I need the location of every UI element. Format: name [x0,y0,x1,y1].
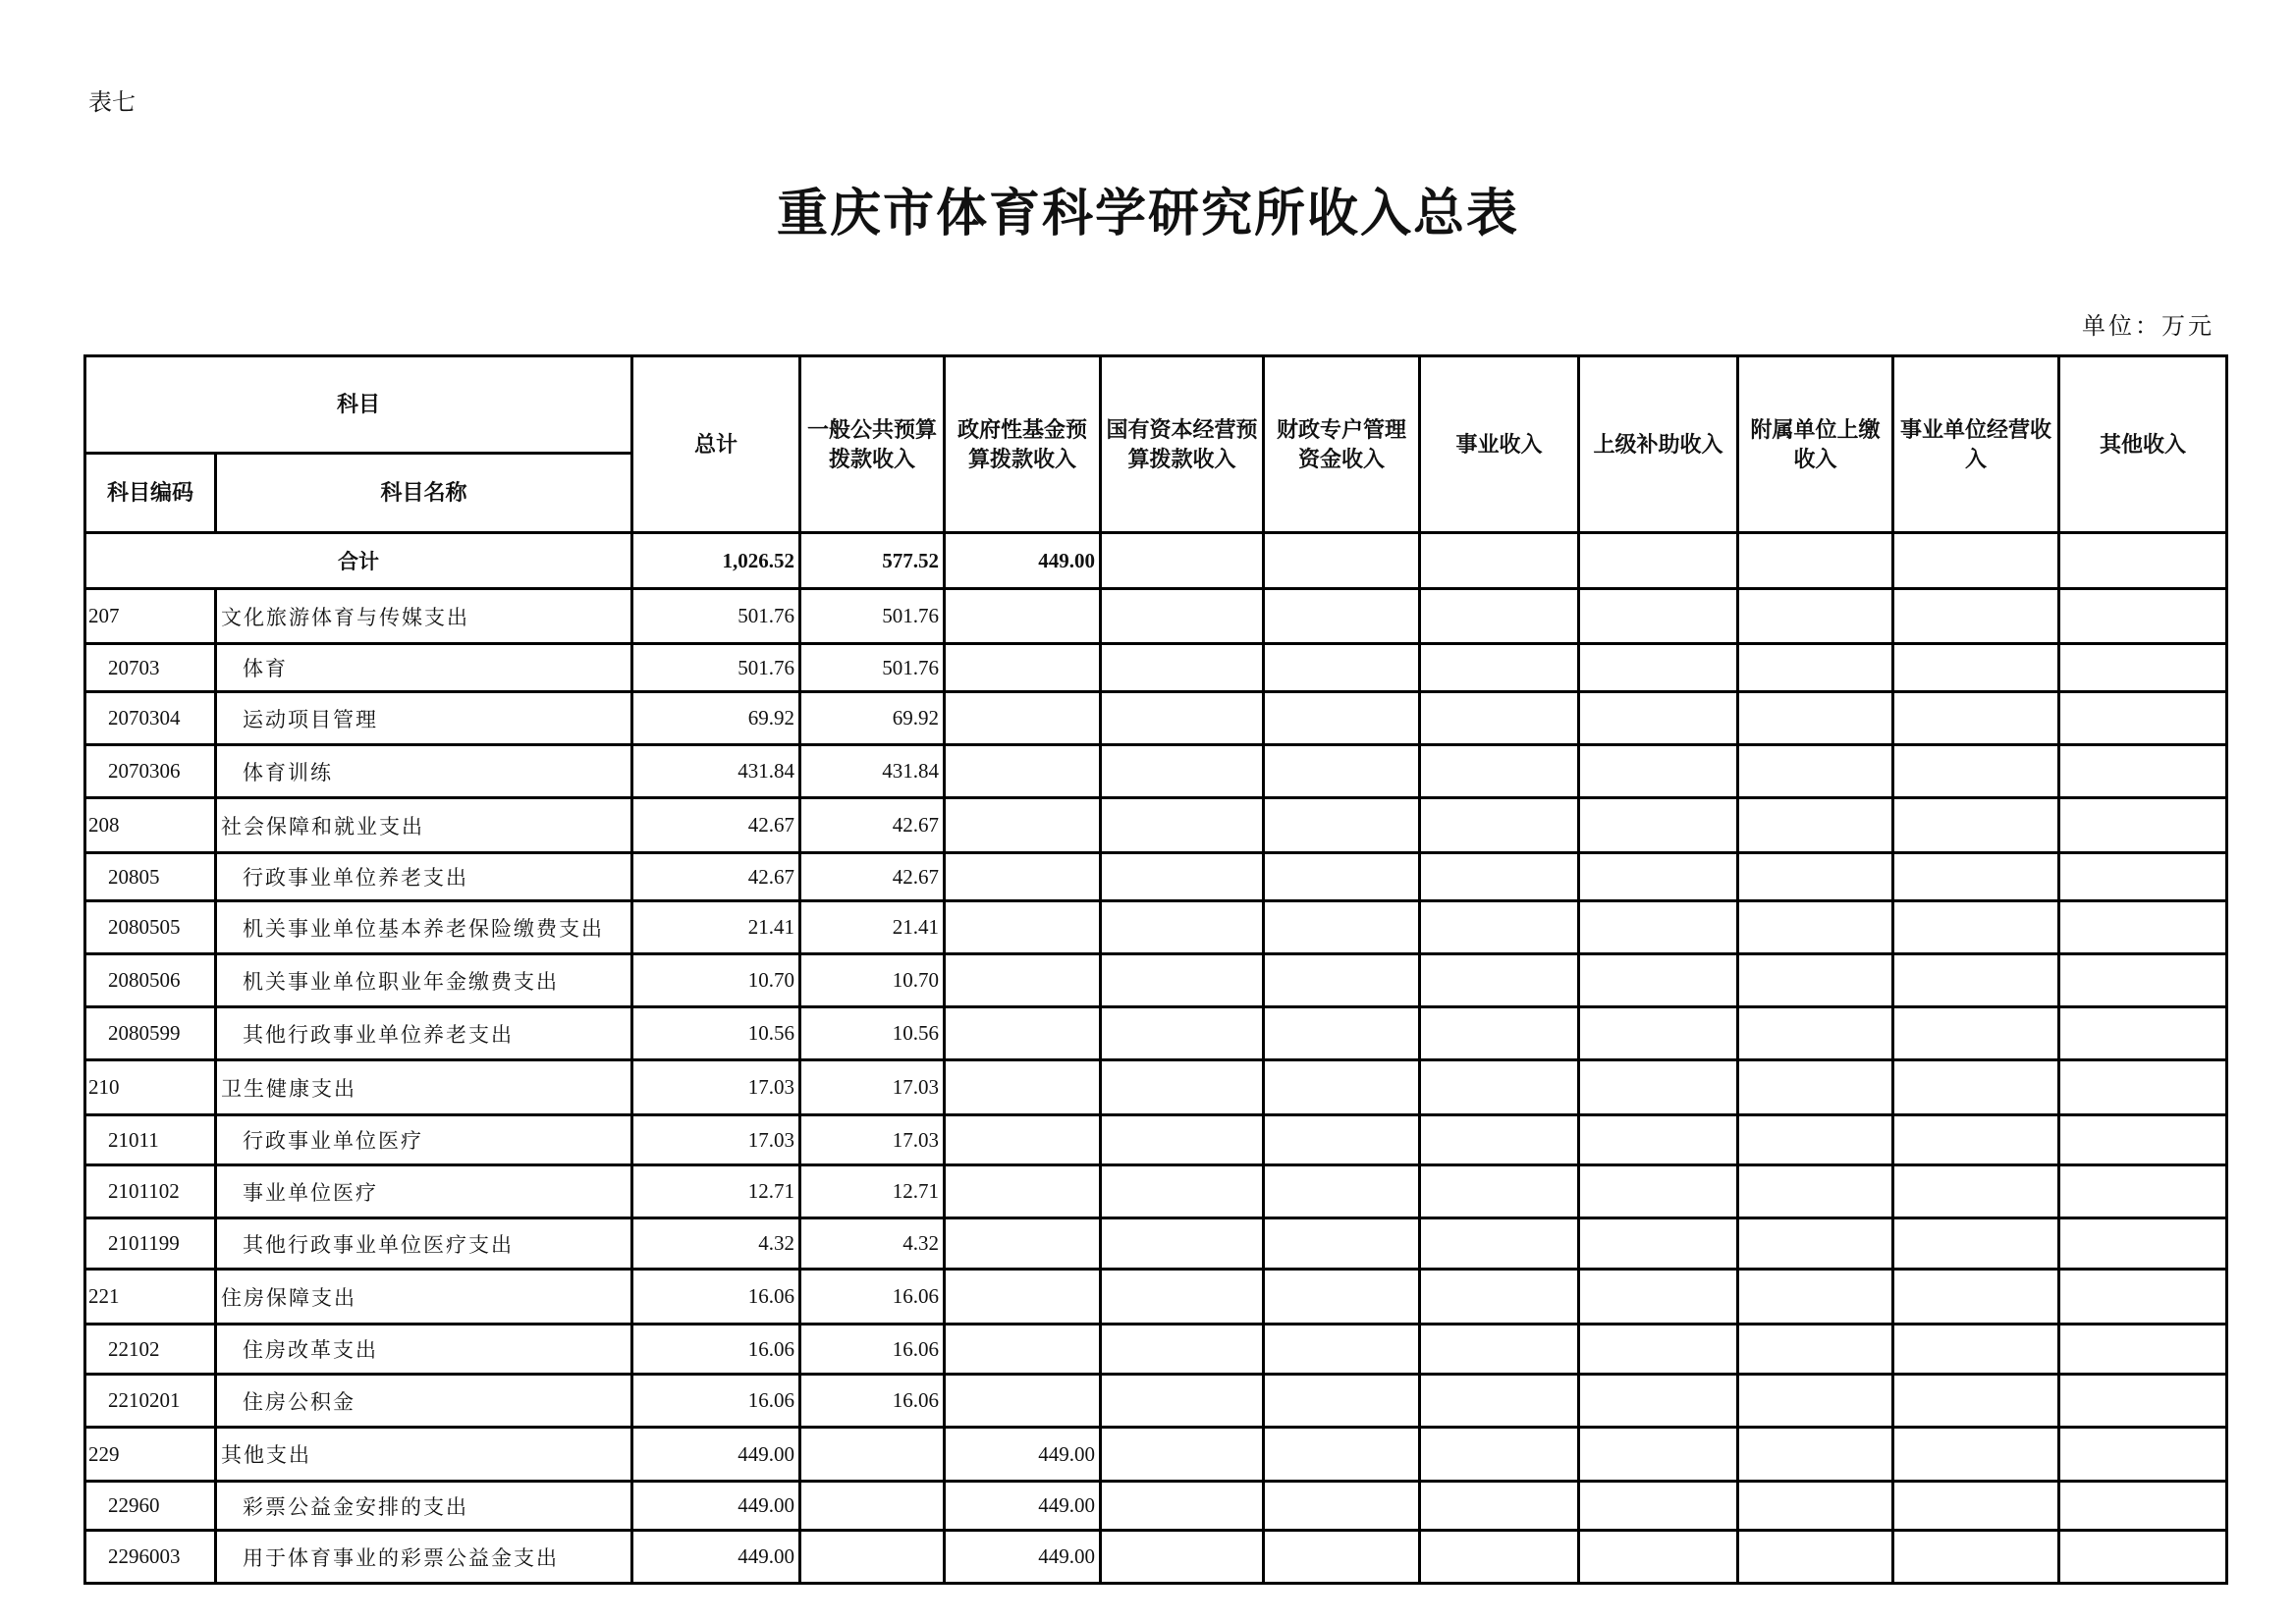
amount-cell [1264,1482,1420,1531]
subject-code: 210 [85,1060,216,1115]
subject-name: 机关事业单位基本养老保险缴费支出 [216,901,632,954]
amount-cell: 501.76 [632,589,800,644]
amount-cell [1738,1428,1893,1482]
amount-cell [2059,1428,2227,1482]
header-col: 附属单位上缴收入 [1738,356,1893,533]
amount-cell [1893,1270,2059,1325]
amount-cell [1420,1428,1579,1482]
subject-code: 2210201 [85,1375,216,1428]
amount-cell [2059,1060,2227,1115]
table-row [85,1531,2227,1584]
header-col: 财政专户管理资金收入 [1264,356,1420,533]
subject-name: 住房保障支出 [216,1270,632,1325]
amount-cell [1579,853,1738,901]
amount-cell: 10.56 [800,1007,945,1060]
subject-code: 2070306 [85,745,216,798]
amount-cell: 16.06 [632,1325,800,1375]
amount-cell [1101,1218,1264,1270]
total-value [2059,533,2227,589]
amount-cell [1738,901,1893,954]
amount-cell [1101,1007,1264,1060]
amount-cell [1738,644,1893,692]
amount-cell [1579,1218,1738,1270]
amount-cell [2059,1375,2227,1428]
subject-code: 2080505 [85,901,216,954]
amount-cell [1738,1165,1893,1218]
amount-cell [1738,1007,1893,1060]
amount-cell: 69.92 [632,692,800,745]
amount-cell [1264,1270,1420,1325]
page-title: 重庆市体育科学研究所收入总表 [776,187,1519,243]
amount-cell [800,1428,945,1482]
amount-cell [2059,644,2227,692]
amount-cell [2059,1218,2227,1270]
amount-cell [1893,954,2059,1007]
subject-name: 文化旅游体育与传媒支出 [216,589,632,644]
amount-cell: 449.00 [945,1428,1101,1482]
amount-cell [1420,1325,1579,1375]
amount-cell [1420,692,1579,745]
amount-cell [2059,692,2227,745]
amount-cell [1738,1531,1893,1584]
subject-code: 2101199 [85,1218,216,1270]
subject-code: 2296003 [85,1531,216,1584]
amount-cell: 42.67 [800,798,945,853]
amount-cell [945,1218,1101,1270]
header-subject: 科目 [85,356,632,454]
total-value: 1,026.52 [632,533,800,589]
subject-name: 事业单位医疗 [216,1165,632,1218]
amount-cell [1101,1375,1264,1428]
amount-cell [1420,1007,1579,1060]
amount-cell [1738,1482,1893,1531]
amount-cell: 21.41 [632,901,800,954]
total-value: 449.00 [945,533,1101,589]
amount-cell [1264,1115,1420,1165]
amount-cell [1738,1218,1893,1270]
subject-name: 卫生健康支出 [216,1060,632,1115]
header-code: 科目编码 [85,454,216,533]
amount-cell [1420,1531,1579,1584]
amount-cell: 12.71 [800,1165,945,1218]
subject-code: 22102 [85,1325,216,1375]
amount-cell [945,1375,1101,1428]
subject-name: 其他行政事业单位医疗支出 [216,1218,632,1270]
subject-name: 行政事业单位医疗 [216,1115,632,1165]
amount-cell [1420,1165,1579,1218]
amount-cell [1101,798,1264,853]
amount-cell [1579,1165,1738,1218]
subject-code: 20703 [85,644,216,692]
subject-name: 体育训练 [216,745,632,798]
amount-cell [1579,1375,1738,1428]
amount-cell: 21.41 [800,901,945,954]
total-value [1420,533,1579,589]
amount-cell [1101,1270,1264,1325]
amount-cell [1264,745,1420,798]
header-row [85,356,2227,454]
amount-cell [1893,1165,2059,1218]
amount-cell [1420,589,1579,644]
header-col: 事业收入 [1420,356,1579,533]
amount-cell: 69.92 [800,692,945,745]
table-row [85,745,2227,798]
amount-cell [2059,745,2227,798]
table-row [85,1060,2227,1115]
amount-cell [1420,1060,1579,1115]
amount-cell [1264,1325,1420,1375]
amount-cell [1893,1375,2059,1428]
amount-cell [1420,901,1579,954]
amount-cell [2059,853,2227,901]
amount-cell [1420,1115,1579,1165]
amount-cell: 10.56 [632,1007,800,1060]
amount-cell: 42.67 [632,798,800,853]
amount-cell [1101,1531,1264,1584]
amount-cell [2059,901,2227,954]
total-value [1738,533,1893,589]
amount-cell [1893,901,2059,954]
table-row [85,1007,2227,1060]
total-label: 合计 [85,533,632,589]
amount-cell [2059,1270,2227,1325]
amount-cell [945,798,1101,853]
table-row [85,1482,2227,1531]
amount-cell [1264,1375,1420,1428]
header-col: 总计 [632,356,800,533]
amount-cell: 431.84 [800,745,945,798]
amount-cell [1893,1115,2059,1165]
amount-cell [2059,1482,2227,1531]
amount-cell [1420,853,1579,901]
amount-cell: 17.03 [632,1115,800,1165]
subject-code: 207 [85,589,216,644]
amount-cell [1264,644,1420,692]
amount-cell [945,644,1101,692]
amount-cell: 449.00 [632,1531,800,1584]
subject-name: 行政事业单位养老支出 [216,853,632,901]
subject-code: 2080506 [85,954,216,1007]
header-col: 其他收入 [2059,356,2227,533]
amount-cell [1420,1218,1579,1270]
header-col: 政府性基金预算拨款收入 [945,356,1101,533]
table-row [85,692,2227,745]
table-row [85,1270,2227,1325]
amount-cell [1893,853,2059,901]
amount-cell [945,1325,1101,1375]
header-col: 国有资本经营预算拨款收入 [1101,356,1264,533]
subject-code: 20805 [85,853,216,901]
amount-cell: 449.00 [945,1531,1101,1584]
subject-code: 2101102 [85,1165,216,1218]
header-col: 事业单位经营收入 [1893,356,2059,533]
amount-cell [1738,1270,1893,1325]
amount-cell [1420,745,1579,798]
amount-cell [1101,853,1264,901]
amount-cell [1738,1115,1893,1165]
amount-cell [1579,1482,1738,1531]
amount-cell [1579,692,1738,745]
amount-cell [1579,1007,1738,1060]
subject-name: 机关事业单位职业年金缴费支出 [216,954,632,1007]
amount-cell: 449.00 [632,1482,800,1531]
amount-cell: 12.71 [632,1165,800,1218]
amount-cell [1738,745,1893,798]
total-row [85,533,2227,589]
amount-cell [1738,798,1893,853]
amount-cell [1101,1115,1264,1165]
amount-cell [1420,954,1579,1007]
amount-cell [1893,1325,2059,1375]
amount-cell: 501.76 [800,644,945,692]
amount-cell [2059,1165,2227,1218]
amount-cell [1264,901,1420,954]
amount-cell [800,1531,945,1584]
income-summary-table [83,354,2228,1585]
amount-cell [1101,901,1264,954]
amount-cell [1101,1482,1264,1531]
amount-cell [2059,1115,2227,1165]
amount-cell [1893,644,2059,692]
amount-cell [1101,692,1264,745]
amount-cell [1893,1007,2059,1060]
amount-cell: 449.00 [945,1482,1101,1531]
amount-cell: 42.67 [800,853,945,901]
amount-cell [1420,1375,1579,1428]
table-row [85,589,2227,644]
subject-code: 21011 [85,1115,216,1165]
amount-cell [1738,692,1893,745]
amount-cell [945,901,1101,954]
amount-cell: 17.03 [800,1060,945,1115]
table-label: 表七 [88,90,136,116]
amount-cell [945,853,1101,901]
amount-cell [1264,798,1420,853]
amount-cell [945,692,1101,745]
amount-cell [1101,1165,1264,1218]
amount-cell [1738,853,1893,901]
amount-cell [1579,798,1738,853]
amount-cell: 16.06 [800,1325,945,1375]
amount-cell [1264,589,1420,644]
amount-cell [1738,589,1893,644]
amount-cell [1101,1060,1264,1115]
amount-cell [2059,798,2227,853]
amount-cell [1579,1531,1738,1584]
amount-cell [2059,589,2227,644]
amount-cell [1893,692,2059,745]
amount-cell [800,1482,945,1531]
subject-code: 208 [85,798,216,853]
amount-cell: 4.32 [632,1218,800,1270]
subject-name: 住房公积金 [216,1375,632,1428]
table-row [85,644,2227,692]
amount-cell: 17.03 [632,1060,800,1115]
amount-cell [1101,745,1264,798]
amount-cell [1579,644,1738,692]
table-row [85,1218,2227,1270]
amount-cell [1579,589,1738,644]
amount-cell [1738,1375,1893,1428]
subject-code: 22960 [85,1482,216,1531]
total-value [1101,533,1264,589]
subject-code: 221 [85,1270,216,1325]
amount-cell: 17.03 [800,1115,945,1165]
amount-cell [1893,1060,2059,1115]
amount-cell [1738,1325,1893,1375]
amount-cell [1420,1270,1579,1325]
amount-cell [1264,1007,1420,1060]
header-col: 上级补助收入 [1579,356,1738,533]
header-name: 科目名称 [216,454,632,533]
amount-cell [945,745,1101,798]
amount-cell [945,589,1101,644]
amount-cell [2059,954,2227,1007]
amount-cell: 431.84 [632,745,800,798]
total-value: 577.52 [800,533,945,589]
amount-cell: 449.00 [632,1428,800,1482]
table-row [85,798,2227,853]
table-row [85,1115,2227,1165]
amount-cell [1579,1115,1738,1165]
table-row [85,853,2227,901]
amount-cell [1893,589,2059,644]
amount-cell [1101,1428,1264,1482]
amount-cell: 501.76 [632,644,800,692]
subject-code: 229 [85,1428,216,1482]
subject-name: 用于体育事业的彩票公益金支出 [216,1531,632,1584]
amount-cell [1264,1531,1420,1584]
amount-cell: 10.70 [800,954,945,1007]
amount-cell: 16.06 [800,1270,945,1325]
amount-cell [945,1115,1101,1165]
amount-cell [1579,954,1738,1007]
amount-cell [1101,589,1264,644]
amount-cell [1893,745,2059,798]
unit-label: 单位：万元 [2082,314,2214,340]
amount-cell [1893,798,2059,853]
amount-cell [1264,954,1420,1007]
amount-cell [1893,1482,2059,1531]
table-row [85,954,2227,1007]
amount-cell [1264,853,1420,901]
amount-cell [1579,745,1738,798]
amount-cell [1579,901,1738,954]
amount-cell [1264,692,1420,745]
subject-code: 2080599 [85,1007,216,1060]
subject-name: 彩票公益金安排的支出 [216,1482,632,1531]
amount-cell [1264,1060,1420,1115]
amount-cell [1738,954,1893,1007]
table-row [85,901,2227,954]
table-row [85,1428,2227,1482]
subject-name: 体育 [216,644,632,692]
subject-name: 住房改革支出 [216,1325,632,1375]
amount-cell [1893,1428,2059,1482]
amount-cell [1420,644,1579,692]
table-row [85,1375,2227,1428]
amount-cell [1420,798,1579,853]
amount-cell: 16.06 [800,1375,945,1428]
amount-cell [1579,1270,1738,1325]
amount-cell: 42.67 [632,853,800,901]
amount-cell [2059,1531,2227,1584]
amount-cell [1893,1531,2059,1584]
amount-cell: 501.76 [800,589,945,644]
amount-cell [1101,644,1264,692]
amount-cell: 4.32 [800,1218,945,1270]
amount-cell: 16.06 [632,1270,800,1325]
subject-name: 其他行政事业单位养老支出 [216,1007,632,1060]
amount-cell [1738,1060,1893,1115]
subject-code: 2070304 [85,692,216,745]
subject-name: 其他支出 [216,1428,632,1482]
amount-cell [945,1060,1101,1115]
amount-cell [1264,1218,1420,1270]
subject-name: 社会保障和就业支出 [216,798,632,853]
amount-cell [945,1007,1101,1060]
total-value [1579,533,1738,589]
amount-cell [1101,954,1264,1007]
table-row [85,1325,2227,1375]
total-value [1264,533,1420,589]
subject-name: 运动项目管理 [216,692,632,745]
amount-cell [2059,1007,2227,1060]
header-col: 一般公共预算拨款收入 [800,356,945,533]
amount-cell: 10.70 [632,954,800,1007]
amount-cell [1264,1428,1420,1482]
amount-cell [1893,1218,2059,1270]
amount-cell [1420,1482,1579,1531]
amount-cell [1579,1325,1738,1375]
amount-cell [1264,1165,1420,1218]
amount-cell [1101,1325,1264,1375]
amount-cell [945,954,1101,1007]
amount-cell: 16.06 [632,1375,800,1428]
total-value [1893,533,2059,589]
table-row [85,1165,2227,1218]
amount-cell [945,1165,1101,1218]
amount-cell [1579,1428,1738,1482]
amount-cell [2059,1325,2227,1375]
amount-cell [945,1270,1101,1325]
amount-cell [1579,1060,1738,1115]
